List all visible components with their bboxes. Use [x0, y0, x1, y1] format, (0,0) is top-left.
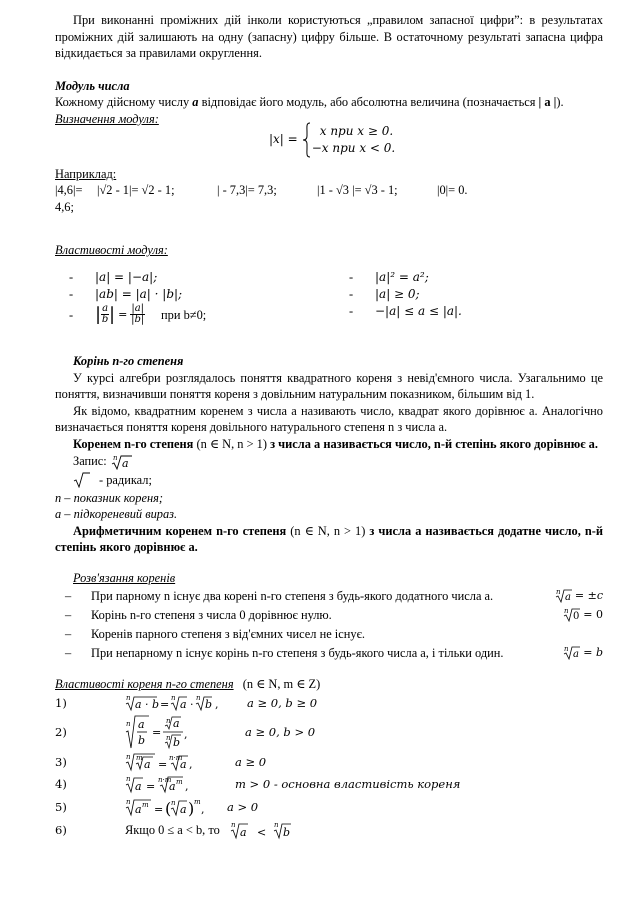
quotient-root-formula	[125, 714, 205, 750]
svg-text:a: a	[180, 803, 187, 817]
svg-text:=: =	[146, 780, 156, 794]
examples-row	[55, 182, 603, 215]
radicand-line: a – підкореневий вираз.	[55, 507, 178, 522]
svg-text:,: ,	[185, 780, 189, 794]
root-property-6: 6) Якщо 0 ≤ a < b, то n a < n b	[55, 819, 603, 841]
root-property-5: 5) n a m = ( n a ) m , a > 0	[55, 798, 259, 819]
svg-text:b: b	[205, 698, 213, 712]
svg-text:n: n	[555, 588, 561, 597]
radical-icon	[73, 472, 91, 488]
svg-text:(: (	[165, 799, 172, 819]
solution-item: – Корінь n-го степеня з числа 0 дорівнює нулю. n 0 = 0	[65, 607, 603, 623]
svg-text:n: n	[126, 753, 131, 762]
property-item: - |a|² = a²;	[349, 270, 429, 285]
svg-text:m: m	[194, 798, 201, 807]
property-item: - −|a| ≤ a ≤ |a|.	[349, 304, 462, 319]
solution-formula: n 0 = 0	[564, 607, 603, 623]
svg-text:a: a	[180, 698, 187, 712]
svg-text:a: a	[173, 717, 180, 731]
nth-root-icon	[563, 607, 581, 622]
svg-text:=: =	[152, 726, 162, 740]
svg-text:n: n	[564, 645, 569, 654]
root-heading: Корінь n-го степеня	[73, 353, 184, 368]
solution-formula: n a = ±c	[555, 588, 603, 604]
product-root-formula	[125, 694, 233, 712]
modulus-intro: Кожному дійсному числу a відповідає його модуль, або абсолютна величина (позначається | a |).	[55, 95, 564, 110]
root-property-3: 3) n m a = n·m a , a ≥ 0	[55, 753, 267, 772]
property-item: - |a| = |−a|;	[69, 270, 158, 285]
root-definition: Коренем n-го степеня (n ∈ N, n > 1) з числа a називається число, n-й степінь якого дорівнює a.	[73, 436, 598, 451]
monotonic-root-formula	[230, 820, 310, 840]
example-item: |1 - √3 |= √3 - 1;	[317, 183, 398, 198]
svg-text:0: 0	[573, 611, 580, 623]
svg-text:a: a	[573, 649, 580, 661]
root-property-2: 2) n a b = n a n b , a ≥ 0, b > 0	[55, 713, 603, 751]
svg-text:a: a	[144, 758, 151, 772]
power-index-root-formula	[125, 774, 215, 794]
root-paragraph-1: У курсі алгебри розглядалось поняття квадратного кореня з невід'ємного числа. Узагальнимо це поняття, визначивши поняття кореня з довільним натуральним показником, більшим від 1.	[55, 370, 603, 402]
nth-root-icon	[563, 645, 581, 660]
svg-text:a · b: a · b	[135, 698, 160, 712]
svg-text:a: a	[138, 718, 145, 732]
svg-text:n: n	[166, 717, 171, 726]
example-item: | - 7,3|= 7,3;	[217, 183, 277, 198]
solutions-list	[55, 586, 603, 662]
svg-text:b: b	[138, 734, 146, 748]
svg-text:a: a	[564, 592, 571, 604]
intro-paragraph: При виконанні проміжних дій інколи користуються „правилом запасної цифри”: в результатах проміжних дій залишають на одну (запасну) цифру більше. В остаточному результаті запасна цифра відкидається за правилами округлення.	[55, 13, 603, 61]
svg-text:<: <	[256, 826, 267, 840]
solution-item: – При непарному n існує корінь n-го степеня з будь-якого числа a, і тільки один. n a = b	[65, 645, 603, 661]
svg-text:n: n	[564, 607, 569, 616]
svg-text:n: n	[126, 694, 131, 703]
svg-text:a: a	[121, 456, 129, 470]
arithmetic-root-definition: Арифметичним коренем n-го степеня (n ∈ N, n > 1) з числа a називається додатне число, n-й степінь якого дорівнює a.	[55, 523, 604, 555]
svg-text:b: b	[282, 826, 290, 840]
svg-text:a: a	[239, 826, 247, 840]
svg-text:m: m	[136, 754, 143, 763]
left-brace-icon	[302, 122, 312, 158]
svg-text:,: ,	[201, 803, 205, 817]
example-item: |0|= 0.	[437, 183, 468, 198]
svg-text:n: n	[196, 694, 201, 703]
property-item: - | $\frac{a}{b}$ | = $\frac{|a|}{|b|}$ при b≠0;	[69, 303, 207, 326]
nth-root-icon	[111, 454, 133, 470]
svg-text:·: ·	[190, 698, 194, 712]
svg-text:n·m: n·m	[158, 776, 172, 785]
svg-text:n: n	[126, 775, 131, 784]
definition-label: Визначення модуля:	[55, 111, 159, 126]
solution-formula: n a = b	[564, 645, 603, 661]
svg-text:a: a	[135, 803, 142, 817]
radical-line: - радикал;	[55, 471, 603, 490]
svg-text:a: a	[180, 758, 187, 772]
svg-text:=: =	[160, 698, 170, 712]
index-line: n – показник кореня;	[55, 490, 163, 505]
root-of-power-formula	[125, 796, 215, 818]
svg-text:=: =	[154, 803, 164, 817]
svg-text:n·m: n·m	[169, 754, 183, 763]
root-properties-heading: Властивості кореня n-го степеня (n ∈ N, m ∈ Z)	[55, 677, 321, 692]
example-item: |√2 - 1|= √2 - 1;	[97, 183, 175, 198]
solution-item: – При парному n існує два корені n-го степеня з будь-якого додатного числа a. n a = ±c	[65, 588, 603, 604]
modulus-definition: |x| = x при x ≥ 0. −x при x < 0.	[269, 120, 603, 160]
example-item: |4,6|= 4,6;	[55, 183, 83, 214]
svg-text:n: n	[273, 821, 279, 830]
svg-text:n: n	[126, 798, 131, 807]
svg-text:b: b	[173, 736, 181, 750]
svg-text:a: a	[169, 780, 176, 794]
svg-text:n: n	[112, 453, 118, 462]
document-page	[55, 12, 603, 841]
root-properties-list	[55, 693, 603, 841]
svg-text:a: a	[135, 780, 142, 794]
solutions-label: Розв'язання коренів	[73, 570, 176, 585]
svg-text:n: n	[171, 799, 176, 808]
root-paragraph-2: Як відомо, квадратним коренем з числа a називають число, квадрат якого дорівнює a. Аналогічно визначається поняття кореня довільного натурального степеня n з числа a.	[55, 403, 603, 435]
svg-text:m: m	[142, 801, 149, 810]
svg-text:=: =	[158, 758, 168, 772]
svg-text:m: m	[176, 778, 183, 787]
fraction-formula: | $\frac{a}{b}$ | = $\frac{|a|}{|b|}$	[95, 303, 145, 326]
svg-text:,: ,	[189, 758, 193, 772]
property-item: - |ab| = |a| · |b|;	[69, 287, 183, 302]
svg-text:,: ,	[215, 698, 219, 712]
properties-label: Властивості модуля:	[55, 243, 168, 258]
svg-text:,: ,	[184, 728, 188, 742]
example-label: Наприклад:	[55, 166, 117, 181]
modulus-heading: Модуль числа	[55, 78, 130, 93]
root-property-1: 1) n a · b = n a · n b , a ≥ 0, b ≥ 0	[55, 694, 318, 712]
nth-root-icon	[555, 588, 573, 603]
root-property-4: 4) n a = n·m a m , m > 0 - основна властивість кореня	[55, 775, 461, 794]
svg-text:n: n	[166, 734, 171, 743]
svg-text:n: n	[171, 694, 176, 703]
svg-text:n: n	[230, 821, 236, 830]
property-item: - |a| ≥ 0;	[349, 287, 420, 302]
solution-item: – Коренів парного степеня з від'ємних чисел не існує.	[65, 626, 365, 641]
nested-root-formula	[125, 752, 215, 772]
modulus-properties	[55, 269, 603, 327]
svg-text:): )	[188, 799, 195, 819]
svg-text:n: n	[126, 720, 131, 729]
notation-line: Запис: n a	[55, 453, 603, 471]
